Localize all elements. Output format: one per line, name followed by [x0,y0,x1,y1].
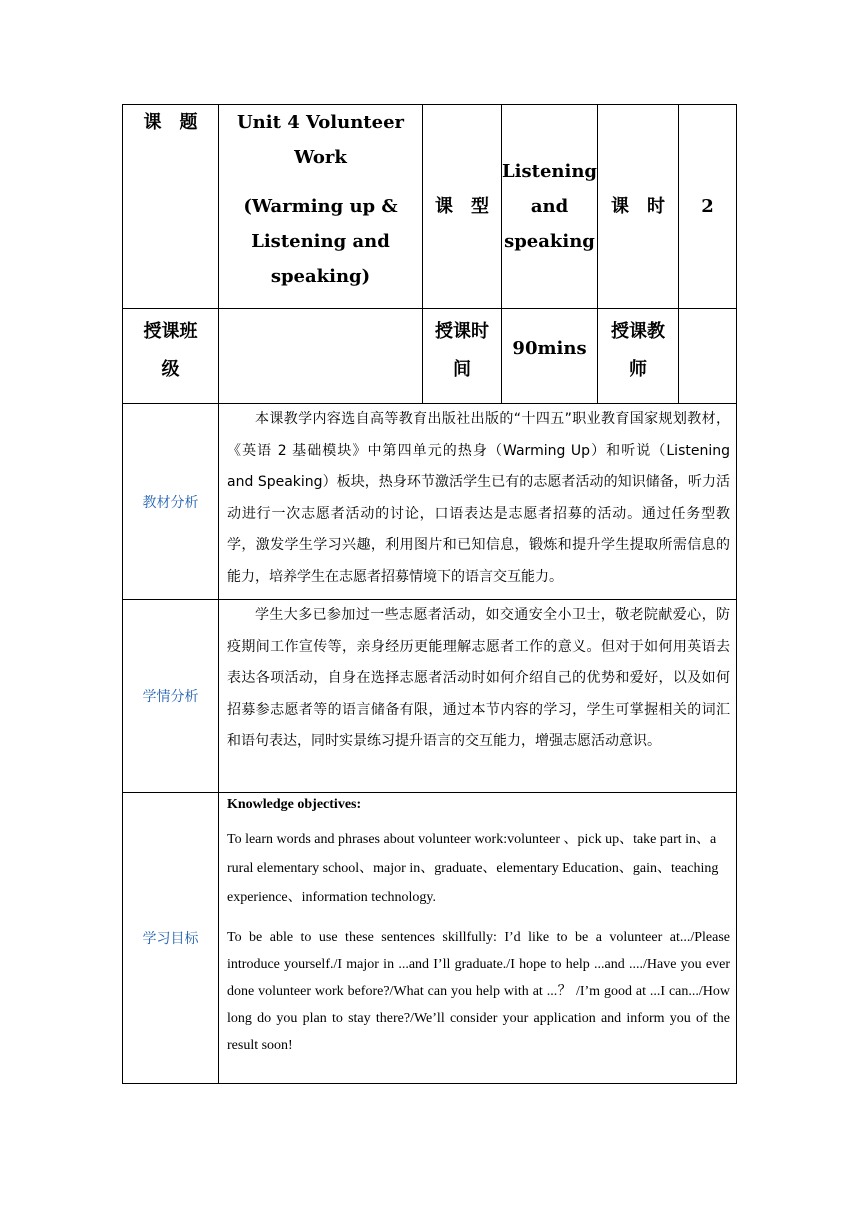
time-label-line: 间 [453,359,471,380]
type-label: 课 型 [435,196,489,217]
materials-text: 本课教学内容选自高等教育出版社出版的“十四五”职业教育国家规划教材，《英语 2 基础模块》中第四单元的热身（Warming Up）和听说（Listening and Speaking）板块，热身环节激活学生已有的志愿者活动的知识储备，听力活动进行一次志愿者活动的讨论，口语表达是志愿者招募的活动。通过任务型教学，激发学生学习兴趣，利用图片和已知信息，锻炼和提升学生提取所需信息的能力，培养学生在志愿者招募情境下的语言交互能力。 [227,411,730,585]
teacher-value-cell [679,309,737,404]
class-value-cell [219,309,423,404]
topic-line: Listening and [251,231,390,252]
hours-value-cell [679,105,737,309]
students-row [123,600,737,793]
type-line: speaking [504,231,595,252]
topic-label: 课 题 [143,112,198,133]
materials-label: 教材分析 [142,494,199,511]
objectives-label: 学习目标 [142,931,199,947]
time-value-cell [502,309,598,404]
type-line: Listening [502,161,597,182]
students-label-cell [123,600,219,793]
lesson-plan-table [122,104,737,1084]
students-text: 学生大多已参加过一些志愿者活动，如交通安全小卫士，敬老院献爱心，防疫期间工作宣传等，亲身经历更能理解志愿者工作的意义。但对于如何用英语去表达各项活动，自身在选择志愿者活动时如何介绍自己的优势和爱好，以及如何招募参志愿者等的语言储备有限，通过本节内容的学习，学生可掌握相关的词汇和语句表达，同时实景练习提升语言的交互能力，增强志愿活动意识。 [227,607,730,749]
objectives-label-cell [123,793,219,1084]
hours-value: 2 [701,196,714,217]
materials-label-cell [123,404,219,600]
objectives-heading: Knowledge objectives: [227,797,362,812]
teacher-label-line: 授课教 [611,321,665,342]
objectives-vocabulary: To learn words and phrases about volunteer work:volunteer 、pick up、take part in、a rural elementary school、major in、graduate、elementary Education、gain、teaching experience、information technology. [227,832,719,905]
teacher-label-line: 师 [629,359,647,380]
topic-line: Work [294,147,347,168]
teacher-label-cell [598,309,679,404]
class-label-cell [123,309,219,404]
time-label-cell [423,309,502,404]
topic-label-cell [123,105,219,309]
hours-label: 课 时 [611,196,665,217]
materials-content-cell [219,404,737,600]
objectives-sentences: To be able to use these sentences skillfully: I’d like to be a volunteer at.../Please introduce yourself./I major in ...and I’ll graduate./I hope to help ...and ..../Have you ever done volunteer work before?/What can you help with at ...？ /I’m good at ...I can.../How long do you plan to stay there?/We’ll consider your application and inform you of the result soon! [227,930,730,1053]
students-label: 学情分析 [142,689,199,705]
topic-value-cell [219,105,423,309]
topic-line: Unit 4 Volunteer [236,112,405,133]
type-line: and [530,196,569,217]
time-value: 90mins [512,338,587,359]
objectives-content-cell [219,793,737,1084]
header-row-2 [123,309,737,404]
class-label-line: 级 [161,359,180,380]
materials-row [123,404,737,600]
class-label-line: 授课班 [143,321,198,342]
topic-line: speaking) [270,266,371,287]
type-value-cell [502,105,598,309]
objectives-row [123,793,737,1084]
hours-label-cell [598,105,679,309]
students-content-cell [219,600,737,793]
type-label-cell [423,105,502,309]
topic-line: (Warming up & [243,196,398,217]
header-row-1 [123,105,737,309]
time-label-line: 授课时 [435,321,489,342]
